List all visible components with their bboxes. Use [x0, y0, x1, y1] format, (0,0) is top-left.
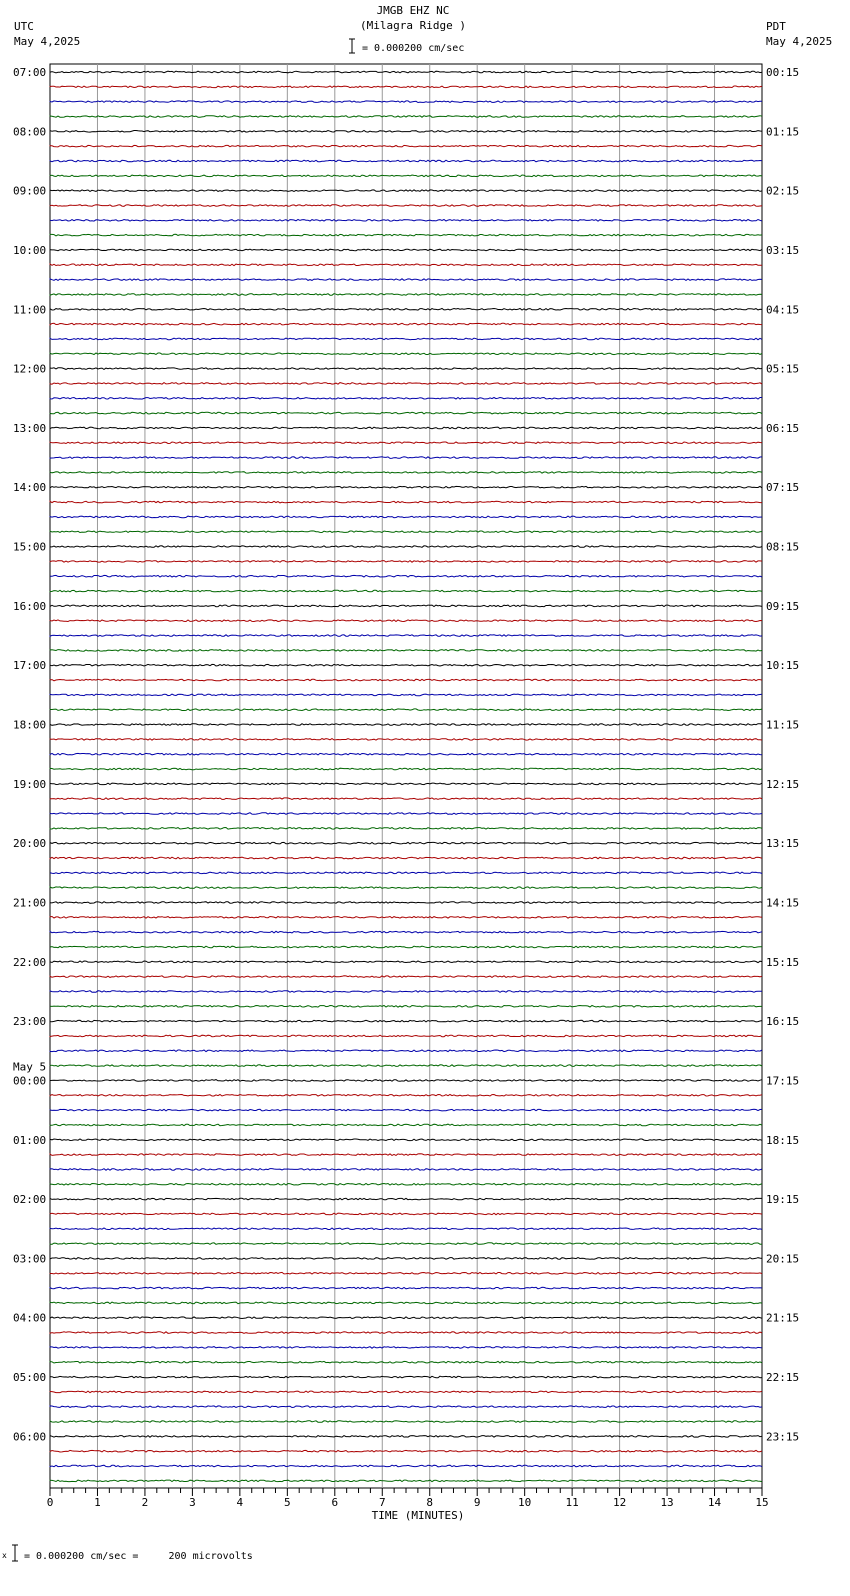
- utc-hour-label: 00:00: [13, 1074, 47, 1088]
- seismic-trace: [50, 1465, 762, 1467]
- seismic-trace: [50, 1213, 762, 1215]
- seismic-trace: [50, 1198, 762, 1200]
- seismic-trace: [50, 902, 762, 904]
- seismic-trace: [50, 531, 762, 533]
- seismic-trace: [50, 86, 762, 88]
- seismic-trace: [50, 1480, 762, 1482]
- utc-hour-label: 06:00: [13, 1430, 47, 1444]
- seismic-trace: [50, 561, 762, 563]
- seismic-trace: [50, 798, 762, 800]
- pdt-hour-label: 06:15: [766, 421, 800, 435]
- x-tick-label: 2: [141, 1496, 149, 1509]
- seismic-trace: [50, 946, 762, 948]
- seismic-trace: [50, 917, 762, 919]
- seismic-trace: [50, 1272, 762, 1274]
- seismic-trace: [50, 472, 762, 474]
- x-tick-label: 4: [236, 1496, 244, 1509]
- seismic-trace: [50, 1006, 762, 1008]
- seismic-trace: [50, 1050, 762, 1052]
- seismic-trace: [50, 1332, 762, 1334]
- utc-hour-label: 18:00: [13, 718, 47, 732]
- utc-hour-label: 09:00: [13, 184, 47, 198]
- pdt-hour-label: 23:15: [766, 1430, 800, 1444]
- seismic-trace: [50, 1287, 762, 1289]
- seismic-trace: [50, 205, 762, 207]
- footer-scale-bar-icon: [10, 1544, 20, 1562]
- seismic-trace: [50, 398, 762, 400]
- seismic-trace: [50, 1228, 762, 1230]
- seismic-trace: [50, 694, 762, 696]
- seismic-trace: [50, 412, 762, 414]
- utc-hour-label: 10:00: [13, 243, 47, 257]
- seismic-trace: [50, 620, 762, 622]
- seismic-trace: [50, 1302, 762, 1304]
- scale-legend-text: = 0.000200 cm/sec: [362, 43, 465, 54]
- utc-hour-label: 19:00: [13, 777, 47, 791]
- seismic-trace: [50, 309, 762, 311]
- utc-hour-label: 13:00: [13, 421, 47, 435]
- pdt-hour-label: 15:15: [766, 955, 800, 969]
- seismic-trace: [50, 1154, 762, 1156]
- seismic-trace: [50, 1184, 762, 1186]
- x-tick-label: 14: [707, 1496, 722, 1509]
- seismic-trace: [50, 1391, 762, 1393]
- utc-hour-label: 22:00: [13, 955, 47, 969]
- seismic-trace: [50, 160, 762, 162]
- date-change-label: May 5: [13, 1060, 47, 1074]
- seismic-trace: [50, 1065, 762, 1067]
- seismic-trace: [50, 1361, 762, 1363]
- seismic-trace: [50, 650, 762, 652]
- x-tick-label: 10: [518, 1496, 532, 1509]
- utc-hour-label: 01:00: [13, 1133, 47, 1147]
- seismic-trace: [50, 116, 762, 118]
- seismic-trace: [50, 279, 762, 281]
- x-tick-label: 3: [189, 1496, 196, 1509]
- x-tick-label: 12: [612, 1496, 627, 1509]
- utc-hour-label: 12:00: [13, 362, 47, 376]
- seismic-trace: [50, 353, 762, 355]
- seismic-trace: [50, 338, 762, 340]
- seismic-trace: [50, 323, 762, 325]
- utc-hour-label: 05:00: [13, 1371, 47, 1385]
- seismic-trace: [50, 1020, 762, 1022]
- seismic-trace: [50, 842, 762, 844]
- seismic-trace: [50, 220, 762, 222]
- seismic-trace: [50, 1406, 762, 1408]
- utc-hour-label: 11:00: [13, 303, 47, 317]
- x-tick-label: 15: [755, 1496, 769, 1509]
- seismic-trace: [50, 1139, 762, 1141]
- utc-hour-label: 04:00: [13, 1311, 47, 1325]
- pdt-hour-label: 12:15: [766, 777, 800, 791]
- seismic-trace: [50, 71, 762, 73]
- pdt-hour-label: 16:15: [766, 1015, 800, 1029]
- utc-hour-label: 21:00: [13, 896, 47, 910]
- seismic-trace: [50, 931, 762, 933]
- right-timezone: PDT: [766, 20, 786, 33]
- seismic-trace: [50, 234, 762, 236]
- station-title: JMGB EHZ NC: [376, 4, 450, 17]
- seismic-trace: [50, 1258, 762, 1260]
- seismic-trace: [50, 872, 762, 874]
- pdt-hour-label: 20:15: [766, 1252, 800, 1266]
- pdt-hour-label: 00:15: [766, 66, 800, 79]
- seismic-trace: [50, 1450, 762, 1452]
- pdt-hour-label: 05:15: [766, 362, 800, 376]
- seismic-trace: [50, 976, 762, 978]
- scale-legend-bottom: [0, 1544, 253, 1562]
- x-tick-label: 6: [331, 1496, 339, 1509]
- utc-hour-label: 14:00: [13, 481, 47, 495]
- pdt-hour-label: 14:15: [766, 896, 800, 910]
- x-tick-label: 8: [426, 1496, 434, 1509]
- x-tick-label: 7: [378, 1496, 386, 1509]
- seismic-trace: [50, 427, 762, 429]
- x-tick-label: 11: [565, 1496, 579, 1509]
- seismic-trace: [50, 101, 762, 103]
- seismic-trace: [50, 190, 762, 192]
- seismic-trace: [50, 857, 762, 859]
- seismic-trace: [50, 131, 762, 133]
- seismic-trace: [50, 1169, 762, 1171]
- seismic-trace: [50, 1124, 762, 1126]
- seismic-trace: [50, 1243, 762, 1245]
- x-tick-label: 1: [94, 1496, 101, 1509]
- seismic-trace: [50, 813, 762, 815]
- seismic-trace: [50, 605, 762, 607]
- seismic-trace: [50, 486, 762, 488]
- utc-hour-label: 23:00: [13, 1015, 47, 1029]
- seismic-trace: [50, 664, 762, 666]
- x-tick-label: 13: [660, 1496, 674, 1509]
- seismic-trace: [50, 1376, 762, 1378]
- seismic-trace: [50, 516, 762, 518]
- seismic-trace: [50, 546, 762, 548]
- x-tick-label: 5: [284, 1496, 291, 1509]
- x-axis-label: TIME (MINUTES): [371, 1509, 465, 1522]
- seismic-trace: [50, 783, 762, 785]
- pdt-hour-label: 13:15: [766, 837, 800, 851]
- seismic-trace: [50, 679, 762, 681]
- utc-hour-label: 17:00: [13, 659, 47, 673]
- utc-hour-label: 08:00: [13, 125, 47, 139]
- seismic-trace: [50, 501, 762, 503]
- seismic-trace: [50, 828, 762, 830]
- seismic-trace: [50, 442, 762, 444]
- seismic-trace: [50, 1080, 762, 1082]
- seismic-trace: [50, 724, 762, 726]
- seismic-trace: [50, 739, 762, 741]
- seismic-trace: [50, 753, 762, 755]
- utc-hour-label: 07:00: [13, 66, 47, 79]
- utc-hour-label: 20:00: [13, 837, 47, 851]
- pdt-hour-label: 09:15: [766, 599, 800, 613]
- seismic-trace: [50, 709, 762, 711]
- seismic-trace: [50, 457, 762, 459]
- x-tick-label: 9: [473, 1496, 481, 1509]
- right-date: May 4,2025: [766, 35, 833, 48]
- seismic-trace: [50, 145, 762, 147]
- pdt-hour-label: 02:15: [766, 184, 800, 198]
- seismic-trace: [50, 1109, 762, 1111]
- pdt-hour-label: 03:15: [766, 243, 800, 257]
- seismic-trace: [50, 1436, 762, 1438]
- seismic-trace: [50, 175, 762, 177]
- seismic-trace: [50, 383, 762, 385]
- seismic-trace: [50, 768, 762, 770]
- pdt-hour-label: 17:15: [766, 1074, 800, 1088]
- seismic-trace: [50, 294, 762, 296]
- seismic-trace: [50, 575, 762, 577]
- pdt-hour-label: 18:15: [766, 1133, 800, 1147]
- seismic-trace: [50, 264, 762, 266]
- pdt-hour-label: 08:15: [766, 540, 800, 554]
- pdt-hour-label: 21:15: [766, 1311, 800, 1325]
- seismic-trace: [50, 1347, 762, 1349]
- pdt-hour-label: 01:15: [766, 125, 800, 139]
- pdt-hour-label: 10:15: [766, 659, 800, 673]
- seismic-trace: [50, 635, 762, 637]
- utc-hour-label: 15:00: [13, 540, 47, 554]
- seismic-trace: [50, 991, 762, 993]
- footer-scale-text: = 0.000200 cm/sec = 200 microvolts: [24, 1551, 253, 1562]
- seismic-trace: [50, 961, 762, 963]
- seismic-trace: [50, 1035, 762, 1037]
- left-timezone: UTC: [14, 20, 34, 33]
- seismic-trace: [50, 590, 762, 592]
- utc-hour-label: 02:00: [13, 1193, 47, 1207]
- utc-hour-label: 03:00: [13, 1252, 47, 1266]
- seismic-trace: [50, 368, 762, 370]
- pdt-hour-label: 04:15: [766, 303, 800, 317]
- station-location: (Milagra Ridge ): [360, 19, 466, 32]
- pdt-hour-label: 07:15: [766, 481, 800, 495]
- seismic-trace: [50, 1095, 762, 1097]
- seismic-trace: [50, 1317, 762, 1319]
- plot-frame: [50, 64, 762, 1488]
- pdt-hour-label: 22:15: [766, 1371, 800, 1385]
- pdt-hour-label: 19:15: [766, 1193, 800, 1207]
- seismic-trace: [50, 887, 762, 889]
- pdt-hour-label: 11:15: [766, 718, 800, 732]
- x-tick-label: 0: [46, 1496, 54, 1509]
- utc-hour-label: 16:00: [13, 599, 47, 613]
- seismic-trace: [50, 249, 762, 251]
- footer-marker: x: [2, 1551, 7, 1560]
- seismic-trace: [50, 1421, 762, 1423]
- left-date: May 4,2025: [14, 35, 81, 48]
